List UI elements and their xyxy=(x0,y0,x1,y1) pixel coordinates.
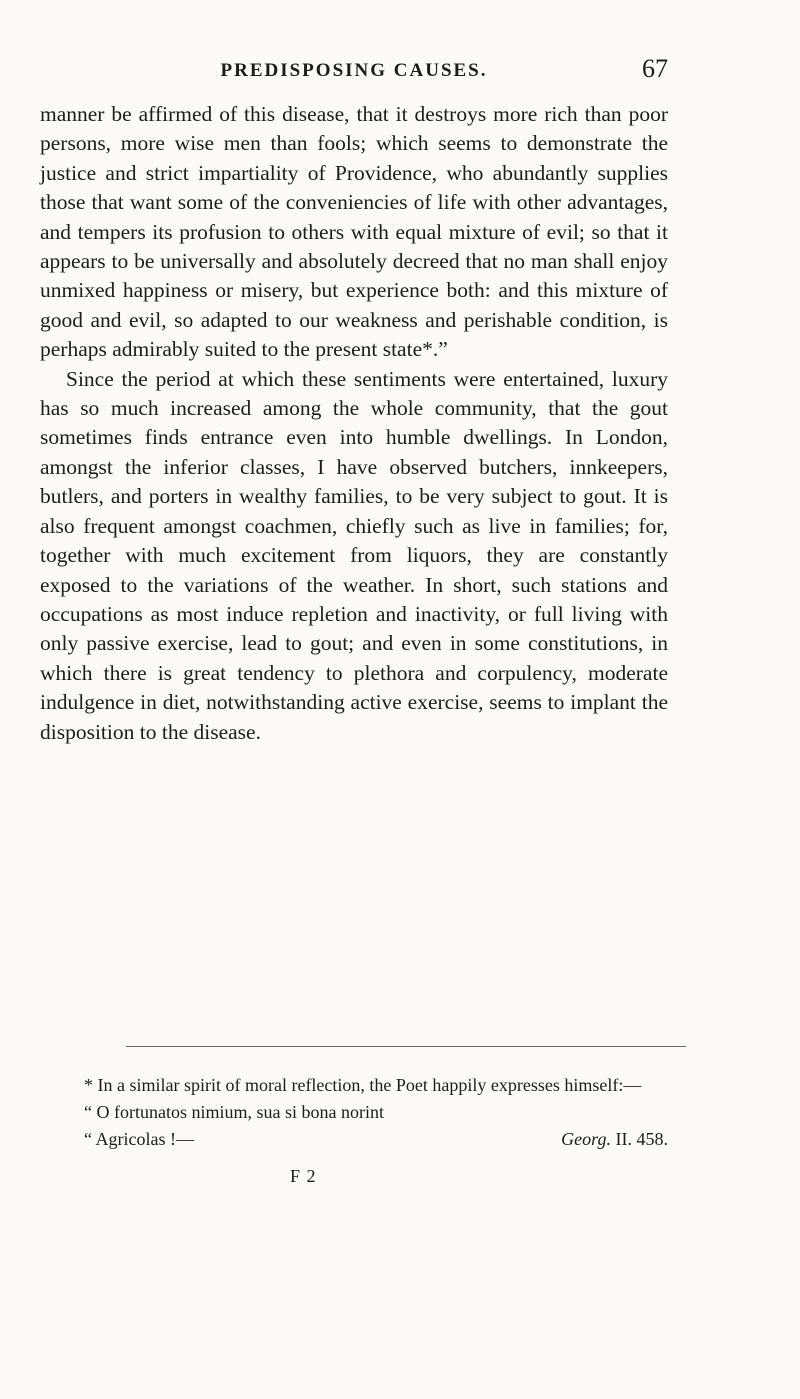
main-text xyxy=(40,100,668,747)
footnote-verse-line-2 xyxy=(40,1126,668,1153)
page-header xyxy=(40,52,668,92)
paragraph-1: manner be affirmed of this disease, that it destroys more rich than poor persons, more wise men than fools; which seems to demonstrate the justice and strict impartiality of Providence, who abundantly supplies those that want some of the conveniencies of life with other advantages, and tempers its profusion to others with equal mixture of evil; so that it appears to be universally and absolutely decreed that no man shall enjoy unmixed happiness or misery, but experience both: and this mixture of good and evil, so adapted to our weakness and perishable condition, is perhaps admirably suited to the present state*.” xyxy=(40,102,668,362)
citation-reference: II. 458. xyxy=(615,1129,668,1149)
footnote-verse-line-1: “ O fortunatos nimium, sua si bona norint xyxy=(84,1102,384,1122)
footnote-citation xyxy=(561,1126,668,1153)
signature-mark: F 2 xyxy=(290,1166,317,1186)
footnote xyxy=(40,1072,668,1153)
running-head: PREDISPOSING CAUSES. xyxy=(220,60,488,81)
footnote-intro: * In a similar spirit of moral reflection, the Poet happily expresses himself:— xyxy=(84,1075,642,1095)
paragraph-2: Since the period at which these sentiments were entertained, luxury has so much increased among the whole community, that the gout sometimes finds entrance even into humble dwellings. In London, amongst the inferior classes, I have observed butchers, innkeepers, butlers, and porters in wealthy families, to be very subject to gout. It is also frequent amongst coachmen, chiefly such as live in families; for, together with much excitement from liquors, they are constantly exposed to the variations of the weather. In short, such stations and occupations as most induce repletion and inactivity, or full living with only passive exercise, lead to gout; and even in some constitutions, in which there is great tendency to plethora and corpulency, moderate indulgence in diet, notwithstanding active exercise, seems to implant the disposition to the disease. xyxy=(40,366,668,744)
page-number: 67 xyxy=(642,54,668,83)
footnote-verse-text: “ Agricolas !— xyxy=(84,1129,194,1149)
citation-work: Georg. xyxy=(561,1129,611,1149)
footnote-rule xyxy=(126,1046,686,1047)
